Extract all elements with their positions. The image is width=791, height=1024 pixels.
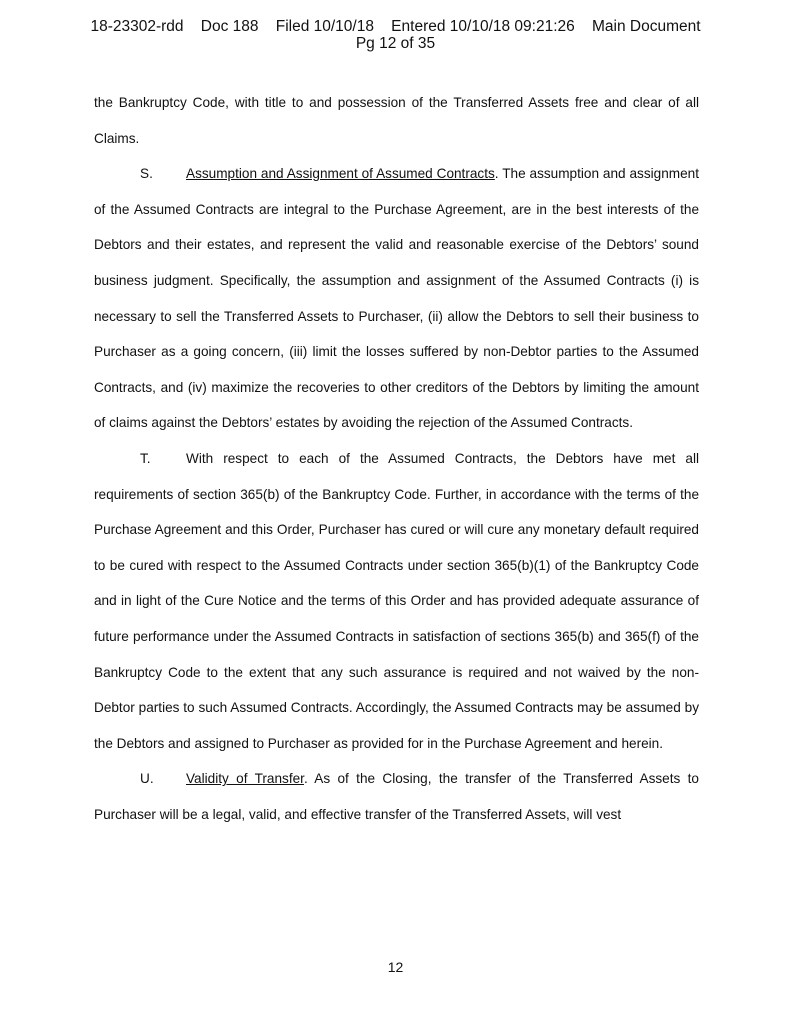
paragraph-t xyxy=(94,441,699,761)
document-header xyxy=(0,18,791,52)
paragraph-number: S. xyxy=(140,166,153,182)
page-count: Pg 12 of 35 xyxy=(355,35,436,52)
paragraph-continuation xyxy=(94,85,699,156)
paragraph-heading: Validity of Transfer xyxy=(186,771,304,787)
paragraph-number: U. xyxy=(140,771,154,787)
paragraph-u xyxy=(94,761,699,832)
filing-stamp: 18-23302-rdd Doc 188 Filed 10/10/18 Entered 10/10/18 09:21:26 Main Document xyxy=(90,18,701,35)
paragraph-text: . The assumption and assignment of the Assumed Contracts are integral to the Purchase Agreement, are in the best interests of the Debtors and their estates, and represent the valid and reasonable exercise of the Debtors’ sound business judgment. Specifically, the assumption and assignment of the Assumed Contracts (i) is necessary to sell the Transferred Assets to Purchaser, (ii) allow the Debtors to sell their business to Purchaser as a going concern, (iii) limit the losses suffered by non-Debtor parties to the Assumed Contracts, and (iv) maximize the recoveries to other creditors of the Debtors by limiting the amount of claims against the Debtors’ estates by avoiding the rejection of the Assumed Contracts. xyxy=(94,166,699,431)
paragraph-text: . As of the Closing, the transfer of the Transferred Assets to Purchaser will be a legal, valid, and effective transfer of the Transferred Assets, will vest xyxy=(94,771,699,822)
paragraph-number: T. xyxy=(140,450,151,466)
document-body xyxy=(94,85,699,832)
paragraph-text: the Bankruptcy Code, with title to and possession of the Transferred Assets free and clear of all Claims. xyxy=(94,95,699,146)
paragraph-text: With respect to each of the Assumed Contracts, the Debtors have met all requirements of section 365(b) of the Bankruptcy Code. Further, in accordance with the terms of the Purchase Agreement and this Order, Purchaser has cured or will cure any monetary default required to be cured with respect to the Assumed Contracts under section 365(b)(1) of the Bankruptcy Code and in light of the Cure Notice and the terms of this Order and has provided adequate assurance of future performance under the Assumed Contracts in satisfaction of sections 365(b) and 365(f) of the Bankruptcy Code to the extent that any such assurance is required and not waived by the non-Debtor parties to such Assumed Contracts. Accordingly, the Assumed Contracts may be assumed by the Debtors and assigned to Purchaser as provided for in the Purchase Agreement and herein. xyxy=(94,450,699,751)
paragraph-s xyxy=(94,156,699,441)
paragraph-heading: Assumption and Assignment of Assumed Contracts xyxy=(186,166,495,182)
page-number: 12 xyxy=(387,959,404,975)
